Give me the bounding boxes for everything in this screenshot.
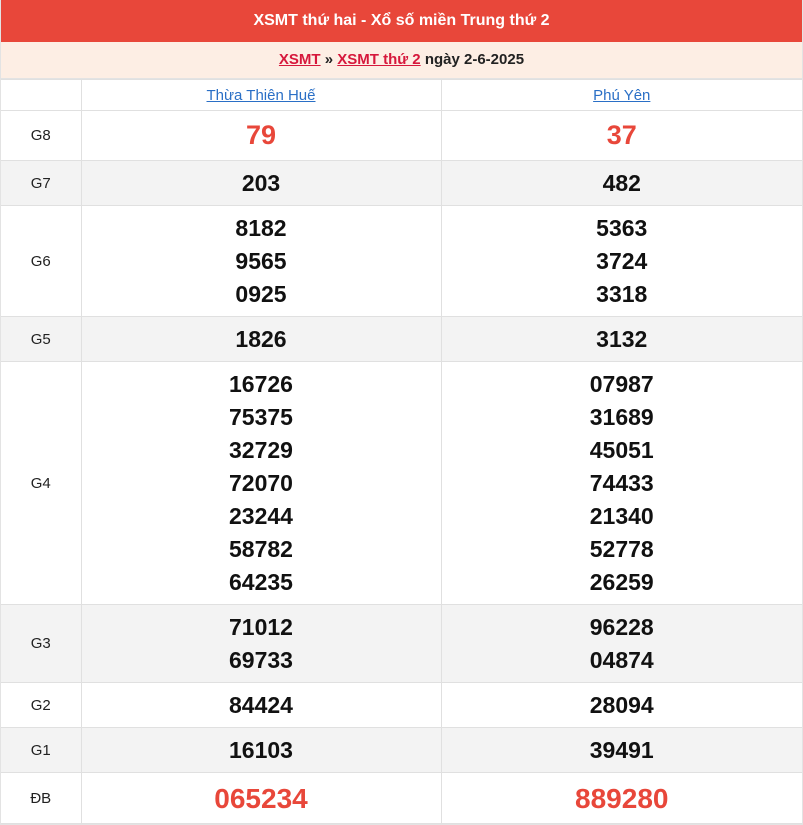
prize-number: 203	[241, 169, 281, 196]
prize-number: 3132	[596, 325, 648, 352]
prize-row-g7	[1, 161, 802, 206]
table-header-row	[1, 80, 802, 111]
prize-number: 889280	[575, 782, 669, 814]
prize-number: 07987	[589, 370, 654, 397]
prize-number: 04874	[589, 646, 654, 673]
prize-row-g4	[1, 362, 802, 605]
prize-label: G8	[1, 111, 81, 161]
prize-number: 0925	[235, 280, 287, 307]
prize-label: G2	[1, 683, 81, 728]
breadcrumb-date: ngày 2-6-2025	[424, 51, 525, 68]
prize-number: 28094	[589, 691, 654, 718]
prize-number: 75375	[229, 403, 293, 430]
prize-cell	[441, 317, 802, 362]
prize-row-g6	[1, 206, 802, 317]
prize-number: 74433	[589, 469, 654, 496]
prize-number: 16103	[229, 736, 293, 763]
prize-cell	[441, 161, 802, 206]
prize-number: 065234	[214, 782, 308, 814]
prize-number: 16726	[229, 370, 293, 397]
prize-cell	[441, 362, 802, 605]
breadcrumb-separator: »	[324, 51, 334, 68]
breadcrumb-link-xsmt-thu-2[interactable]: XSMT thứ 2	[337, 51, 421, 68]
prize-cell	[81, 317, 441, 362]
prize-number: 52778	[589, 535, 654, 562]
prize-number: 37	[606, 120, 637, 150]
prize-number: 45051	[589, 436, 654, 463]
page-title: XSMT thứ hai - Xổ số miền Trung thứ 2	[1, 0, 802, 42]
prize-cell	[441, 111, 802, 161]
prize-cell	[81, 773, 441, 824]
prize-number: 84424	[229, 691, 293, 718]
prize-number: 39491	[589, 736, 654, 763]
prize-cell	[81, 683, 441, 728]
prize-number: 96228	[589, 613, 654, 640]
province-header-cell	[441, 80, 802, 111]
prize-number: 69733	[229, 646, 293, 673]
prize-number: 79	[245, 120, 277, 150]
prize-row-g5	[1, 317, 802, 362]
prize-number: 9565	[235, 247, 287, 274]
prize-cell	[441, 206, 802, 317]
prize-label: G6	[1, 206, 81, 317]
prize-number: 58782	[229, 535, 293, 562]
prize-number: 26259	[589, 568, 654, 595]
prize-number: 72070	[229, 469, 293, 496]
breadcrumb	[1, 42, 802, 79]
prize-cell	[441, 728, 802, 773]
prize-number: 32729	[229, 436, 293, 463]
prize-cell	[81, 728, 441, 773]
prize-label: G4	[1, 362, 81, 605]
breadcrumb-link-xsmt[interactable]: XSMT	[278, 51, 321, 68]
prize-cell	[441, 605, 802, 683]
prize-cell	[81, 362, 441, 605]
prize-cell	[81, 206, 441, 317]
prize-cell	[81, 161, 441, 206]
prize-number: 21340	[589, 502, 654, 529]
prize-label: G3	[1, 605, 81, 683]
prize-row-g8	[1, 111, 802, 161]
results-table	[1, 79, 802, 824]
prize-row-g1	[1, 728, 802, 773]
prize-cell	[441, 773, 802, 824]
prize-row-g3	[1, 605, 802, 683]
prize-label: G5	[1, 317, 81, 362]
prize-number: 64235	[229, 568, 293, 595]
prize-number: 23244	[229, 502, 293, 529]
province-link-thua-thien-hue[interactable]: Thừa Thiên Huế	[206, 86, 316, 104]
prize-number: 8182	[235, 214, 287, 241]
prize-row-g2	[1, 683, 802, 728]
prize-label: ĐB	[1, 773, 81, 824]
header-empty-cell	[1, 80, 81, 111]
prize-number: 5363	[596, 214, 648, 241]
province-header-cell	[81, 80, 441, 111]
prize-number: 71012	[229, 613, 293, 640]
prize-number: 3724	[596, 247, 648, 274]
prize-cell	[441, 683, 802, 728]
prize-cell	[81, 111, 441, 161]
prize-number: 1826	[235, 325, 287, 352]
province-link-phu-yen[interactable]: Phú Yên	[593, 86, 651, 104]
prize-number: 482	[602, 169, 641, 196]
prize-cell	[81, 605, 441, 683]
prize-number: 3318	[596, 280, 648, 307]
prize-label: G1	[1, 728, 81, 773]
prize-number: 31689	[589, 403, 654, 430]
prize-label: G7	[1, 161, 81, 206]
prize-row-đb	[1, 773, 802, 824]
